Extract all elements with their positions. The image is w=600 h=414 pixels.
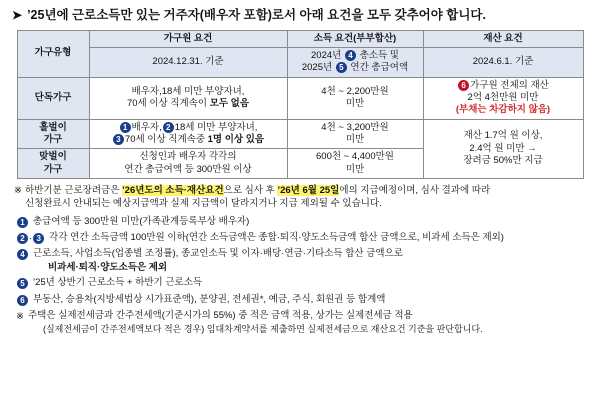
notice-block (14, 185, 588, 211)
footnote-text: 각각 연간 소득금액 100만원 이하(연간 소득금액은 종합·퇴직·양도소득금액 합산 금액으로, 비과세 소득은 제외) (49, 232, 504, 244)
row-label-line-2: 가구 (43, 163, 63, 175)
footnote-marker (16, 215, 29, 230)
notice-highlight-2: ’26년 6월 25일 (277, 185, 340, 197)
cell-income-single (287, 77, 423, 119)
members-line-1 (93, 122, 284, 134)
requirements-table (17, 30, 584, 180)
circle-number-2: 2 (163, 122, 174, 133)
footnote-marker (16, 247, 29, 262)
circle-number-4: 4 (345, 50, 356, 61)
cell-assets-shared (423, 119, 583, 178)
footnote-marker: 2 · 3 (16, 231, 45, 246)
income-line-2: 미만 (345, 163, 365, 175)
table-subheader-row (17, 47, 583, 77)
assets-line-2: 2.4억 원 미만 → (469, 142, 537, 154)
notice-text (25, 185, 490, 211)
circle-number-6: 6 (17, 295, 28, 306)
footnote-text: 총급여액 등 300만원 미만(가족관계등록부상 배우자) (33, 215, 250, 227)
income-sub-line-1 (291, 50, 420, 62)
table-row (17, 119, 583, 149)
footnote-text (28, 309, 588, 336)
circle-number-1: 1 (120, 122, 131, 133)
notice-highlight-1: ’26년도의 소득·재산요건 (122, 185, 224, 197)
column-sub-income (287, 47, 423, 77)
list-item (16, 215, 588, 230)
income-line-2: 미만 (345, 134, 365, 146)
members-line-2-emphasis: 1명 이상 있음 (207, 134, 265, 146)
footnote-list (16, 215, 588, 336)
caret-icon: ➤ (12, 8, 23, 22)
notice-pre: 하반기분 근로장려금은 (24, 185, 123, 197)
circle-number-4: 4 (17, 249, 28, 260)
row-label-line-2: 가구 (43, 134, 63, 146)
income-line-1: 4천 ~ 2,200만원 (321, 85, 389, 97)
circle-number-5: 5 (17, 278, 28, 289)
members-line-2 (93, 134, 284, 146)
column-sub-members: 2024.12.31. 기준 (89, 47, 287, 77)
row-label-dual-income-household (17, 149, 89, 179)
circle-number-2: 2 (17, 233, 28, 244)
income-sub-2-post: 연간 총급여액 (347, 62, 409, 74)
cell-members-single (89, 77, 287, 119)
income-sub-2-pre: 2025년 (301, 62, 335, 74)
asterisk-icon: ※ (16, 310, 24, 322)
assets-line-1-text: 가구원 전체의 재산 (470, 79, 549, 91)
footnote-main-text: 주택은 실제전세금과 간주전세액(기준시가의 55%) 중 적은 금액 적용, 상가는 실제전세금 적용 (27, 309, 413, 321)
income-sub-1-post: 총소득 및 (356, 49, 399, 61)
assets-line-1 (427, 80, 580, 92)
circle-number-5: 5 (336, 62, 347, 73)
assets-line-2: 2억 4천만원 미만 (467, 92, 539, 104)
footnote-marker (16, 293, 29, 308)
column-header-members: 가구원 요건 (89, 30, 287, 47)
table-corner-label: 가구유형 (17, 30, 89, 77)
notice-line-2: 신청완료시 안내되는 예상지급액과 실제 지급액이 달라지거나 지급 제외될 수 있습니다. (24, 197, 382, 209)
column-header-income: 소득 요건(부부합산) (287, 30, 423, 47)
row-label-line-1: 맞벌이 (39, 151, 67, 163)
list-item (16, 309, 588, 336)
members-line-1: 신청인과 배우자 각각의 (139, 151, 237, 163)
members-line-1-b: 18세 미만 부양자녀, (174, 121, 258, 133)
footnote-main-text: 근로소득, 사업소득(업종별 조정률), 종교인소득 및 이자·배당·연금·기타소득 합산 금액으로 (33, 248, 403, 260)
column-header-assets: 재산 요건 (423, 30, 583, 47)
cell-assets-single (423, 77, 583, 119)
income-line-1: 4천 ~ 3,200만원 (321, 121, 389, 133)
notice-post: 에의 지급예정이며, 심사 결과에 따라 (339, 185, 491, 197)
cell-income-dual-income (287, 149, 423, 179)
footnote-text: 부동산, 승용차(지방세법상 시가표준액), 분양권, 전세권*, 예금, 주식, 회원권 등 합계액 (33, 293, 386, 305)
cell-members-single-income (89, 119, 287, 149)
list-item (16, 293, 588, 308)
table-row (17, 77, 583, 119)
members-line-2-pre: 70세 이상 직계속중 (124, 134, 208, 146)
footnote-text (33, 247, 588, 275)
cell-income-single-income (287, 119, 423, 149)
members-line-2-emphasis: 모두 없음 (209, 98, 250, 110)
table-header-row (17, 30, 583, 47)
asterisk-icon: ※ (14, 185, 22, 197)
income-line-2: 미만 (345, 98, 365, 110)
footnote-sub-text: (실제전세금이 간주전세액보다 적은 경우) 임대차계약서를 제출하면 실제전세금으로 재산요건 기준을 판단합니다. (42, 323, 483, 334)
row-label-line-1: 홀벌이 (39, 121, 67, 133)
income-sub-line-2 (291, 62, 420, 74)
income-sub-1-pre: 2024년 (311, 49, 344, 61)
list-item (16, 276, 588, 291)
circle-number-1: 1 (17, 217, 28, 228)
members-line-1: 배우자,18세 미만 부양자녀, (131, 85, 245, 97)
page-title (12, 8, 590, 24)
footnote-text: ’25년 상반기 근로소득 + 하반기 근로소득 (33, 277, 203, 289)
column-sub-assets: 2024.6.1. 기준 (423, 47, 583, 77)
members-line-2-pre: 70세 이상 직계속이 (126, 98, 210, 110)
list-item (16, 247, 588, 275)
cell-members-dual-income (89, 149, 287, 179)
assets-line-3: 장려금 50%만 지급 (463, 155, 543, 167)
circle-number-3: 3 (113, 134, 124, 145)
page-title-text: ’25년에 근로소득만 있는 거주자(배우자 포함)로서 아래 요건을 모두 갖추어야 합니다. (27, 8, 486, 22)
income-line-1: 600천 ~ 4,400만원 (316, 151, 394, 163)
footnote-sub-text: 비과세·퇴직·양도소득은 제외 (48, 262, 168, 274)
list-item (16, 231, 588, 246)
members-line-1-a: 배우자, (131, 121, 162, 133)
assets-line-1: 재산 1.7억 원 이상, (463, 130, 543, 142)
row-label-single-income-household (17, 119, 89, 149)
circle-number-3: 3 (33, 233, 44, 244)
row-label-single-household: 단독가구 (17, 77, 89, 119)
footnote-marker (16, 276, 29, 291)
members-line-2 (93, 98, 284, 110)
circle-number-6: 6 (458, 80, 469, 91)
members-line-2: 연간 총급여액 등 300만원 이상 (124, 163, 252, 175)
assets-line-3-warning: (부채는 차감하지 않음) (455, 104, 551, 116)
notice-mid: 으로 심사 후 (223, 185, 278, 197)
